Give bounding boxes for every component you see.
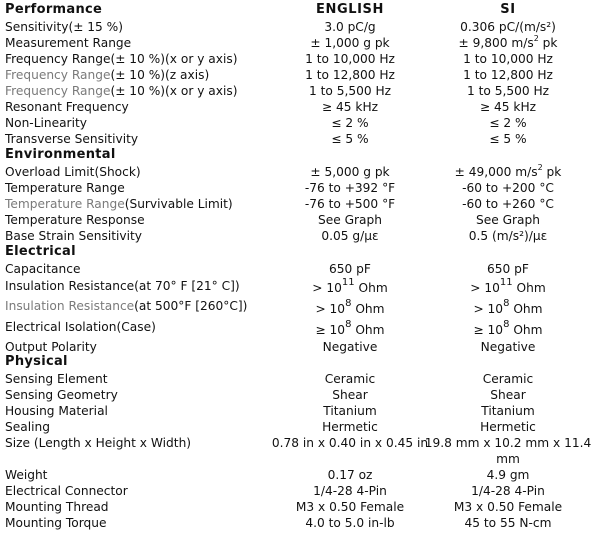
spec-value-si: 45 to 55 N-cm bbox=[464, 516, 552, 530]
spec-label: Overload Limit(Shock) bbox=[5, 165, 141, 179]
spec-label: Insulation Resistance(at 500°F [260°C]) bbox=[5, 299, 248, 313]
spec-row-weight bbox=[0, 467, 600, 483]
spec-value-si: 1/4-28 4-Pin bbox=[471, 484, 545, 498]
spec-row-frequency-range-xy bbox=[0, 51, 600, 67]
spec-value-si: 0.5 (m/s²)/με bbox=[468, 229, 548, 243]
spec-label: Sensing Geometry bbox=[5, 388, 118, 402]
spec-label: Capacitance bbox=[5, 262, 81, 276]
spec-value-english: Titanium bbox=[323, 404, 377, 418]
spec-value-english: -76 to +392 °F bbox=[304, 181, 396, 195]
spec-value-si: Ceramic bbox=[482, 372, 534, 386]
physical-header-row bbox=[0, 354, 600, 370]
spec-value-english: -76 to +500 °F bbox=[304, 197, 396, 211]
spec-row-insulation-resistance-70f bbox=[0, 278, 600, 298]
environmental-header-row bbox=[0, 147, 600, 163]
spec-value-english: ≤ 5 % bbox=[331, 132, 369, 146]
spec-value-english: Ceramic bbox=[324, 372, 376, 386]
spec-value-si: > $10^8$ Ohm bbox=[473, 297, 543, 316]
spec-row-housing-material bbox=[0, 403, 600, 419]
section-title-electrical: Electrical bbox=[5, 244, 76, 259]
spec-value-si: Shear bbox=[490, 388, 526, 402]
spec-row-electrical-connector bbox=[0, 483, 600, 499]
spec-value-si: Negative bbox=[480, 340, 536, 354]
spec-label: Sealing bbox=[5, 420, 50, 434]
spec-value-english: 1 to 10,000 Hz bbox=[305, 52, 395, 66]
spec-value-english: ≥ $10^8$ Ohm bbox=[315, 318, 385, 337]
spec-label: Base Strain Sensitivity bbox=[5, 229, 142, 243]
spec-label: Temperature Response bbox=[5, 213, 145, 227]
spec-value-si: 0.306 pC/(m/s²) bbox=[460, 20, 556, 34]
spec-value-english: 0.05 g/με bbox=[321, 229, 379, 243]
spec-value-si: 4.9 gm bbox=[486, 468, 530, 482]
spec-row-sealing bbox=[0, 419, 600, 435]
spec-row-electrical-isolation bbox=[0, 320, 600, 340]
spec-value-si: M3 x 0.50 Female bbox=[453, 500, 563, 514]
spec-label: Insulation Resistance(at 70° F [21° C]) bbox=[5, 279, 240, 293]
spec-row-resonant-frequency bbox=[0, 99, 600, 115]
spec-value-english: ± 1,000 g pk bbox=[310, 36, 390, 50]
spec-value-english: 0.78 in x 0.40 in x 0.45 in bbox=[271, 436, 429, 450]
spec-row-capacitance bbox=[0, 261, 600, 277]
spec-value-english: Hermetic bbox=[322, 420, 378, 434]
spec-row-temperature-range-survivable bbox=[0, 196, 600, 212]
spec-row-insulation-resistance-500f bbox=[0, 298, 600, 318]
spec-row-frequency-range-z bbox=[0, 67, 600, 83]
spec-row-size bbox=[0, 435, 600, 467]
spec-value-si: 1 to 5,500 Hz bbox=[466, 84, 550, 98]
spec-row-sensing-element bbox=[0, 371, 600, 387]
spec-value-english: 0.17 oz bbox=[327, 468, 373, 482]
spec-value-english: > $10^8$ Ohm bbox=[315, 297, 385, 316]
spec-row-non-linearity bbox=[0, 115, 600, 131]
spec-value-si: > $10^{11}$ Ohm bbox=[470, 276, 546, 295]
performance-header-row bbox=[0, 2, 600, 18]
section-title-performance: Performance bbox=[5, 2, 103, 17]
spec-value-si: -60 to +200 °C bbox=[462, 181, 554, 195]
spec-label: Size (Length x Height x Width) bbox=[5, 436, 192, 450]
spec-value-si: See Graph bbox=[476, 213, 540, 227]
spec-row-mounting-thread bbox=[0, 499, 600, 515]
spec-value-si: 19.8 mm x 10.2 mm x 11.4 mm bbox=[424, 436, 592, 466]
spec-label: Measurement Range bbox=[5, 36, 132, 50]
spec-value-si: ≥ $10^8$ Ohm bbox=[473, 318, 543, 337]
spec-label: Temperature Range(Survivable Limit) bbox=[5, 197, 233, 211]
spec-value-si: ≤ 5 % bbox=[489, 132, 527, 146]
spec-label: Resonant Frequency bbox=[5, 100, 129, 114]
spec-row-overload-limit bbox=[0, 164, 600, 180]
spec-value-english: Shear bbox=[332, 388, 368, 402]
column-header-si: SI bbox=[500, 2, 516, 17]
spec-value-english: 3.0 pC/g bbox=[324, 20, 376, 34]
spec-row-sensing-geometry bbox=[0, 387, 600, 403]
spec-value-english: ± 5,000 g pk bbox=[310, 165, 390, 179]
spec-label: Mounting Thread bbox=[5, 500, 109, 514]
spec-label: Frequency Range(± 10 %)(z axis) bbox=[5, 68, 210, 82]
spec-label: Transverse Sensitivity bbox=[5, 132, 139, 146]
spec-value-si: Titanium bbox=[481, 404, 535, 418]
spec-label: Frequency Range(± 10 %)(x or y axis) bbox=[5, 52, 238, 66]
spec-label: Weight bbox=[5, 468, 48, 482]
spec-label: Mounting Torque bbox=[5, 516, 107, 530]
spec-value-english: > $10^{11}$ Ohm bbox=[312, 276, 388, 295]
spec-label: Electrical Connector bbox=[5, 484, 128, 498]
spec-row-output-polarity bbox=[0, 339, 600, 355]
spec-label: Temperature Range bbox=[5, 181, 125, 195]
spec-label: Housing Material bbox=[5, 404, 108, 418]
spec-label: Frequency Range(± 10 %)(x or y axis) bbox=[5, 84, 238, 98]
spec-row-transverse-sensitivity bbox=[0, 131, 600, 147]
spec-row-frequency-range-xy-2 bbox=[0, 83, 600, 99]
spec-row-base-strain-sensitivity bbox=[0, 228, 600, 244]
spec-row-sensitivity bbox=[0, 19, 600, 35]
spec-value-english: See Graph bbox=[318, 213, 382, 227]
spec-value-english: Negative bbox=[322, 340, 378, 354]
spec-value-english: 1/4-28 4-Pin bbox=[313, 484, 387, 498]
spec-value-si: -60 to +260 °C bbox=[462, 197, 554, 211]
spec-value-english: 1 to 5,500 Hz bbox=[308, 84, 392, 98]
spec-row-mounting-torque bbox=[0, 515, 600, 531]
spec-row-temperature-response bbox=[0, 212, 600, 228]
spec-row-measurement-range bbox=[0, 35, 600, 51]
spec-label: Sensing Element bbox=[5, 372, 108, 386]
spec-value-si: ± 49,000 $m/s^2$ pk bbox=[454, 162, 562, 179]
electrical-header-row bbox=[0, 244, 600, 260]
spec-row-temperature-range bbox=[0, 180, 600, 196]
spec-value-si: ≥ 45 kHz bbox=[479, 100, 537, 114]
spec-value-english: ≤ 2 % bbox=[331, 116, 369, 130]
spec-value-si: 1 to 10,000 Hz bbox=[463, 52, 553, 66]
section-title-physical: Physical bbox=[5, 354, 68, 369]
spec-label: Output Polarity bbox=[5, 340, 97, 354]
spec-value-english: 4.0 to 5.0 in-lb bbox=[305, 516, 395, 530]
spec-value-si: 1 to 12,800 Hz bbox=[463, 68, 553, 82]
section-title-environmental: Environmental bbox=[5, 147, 116, 162]
spec-label: Non-Linearity bbox=[5, 116, 87, 130]
spec-label: Electrical Isolation(Case) bbox=[5, 320, 156, 334]
spec-value-si: Hermetic bbox=[480, 420, 536, 434]
spec-value-english: 650 pF bbox=[329, 262, 371, 276]
spec-value-si: ± 9,800 $m/s^2$ pk bbox=[458, 33, 558, 50]
spec-value-si: ≤ 2 % bbox=[489, 116, 527, 130]
column-header-english: ENGLISH bbox=[316, 2, 384, 17]
spec-value-english: M3 x 0.50 Female bbox=[295, 500, 405, 514]
spec-value-english: 1 to 12,800 Hz bbox=[305, 68, 395, 82]
spec-value-english: ≥ 45 kHz bbox=[321, 100, 379, 114]
spec-label: Sensitivity(± 15 %) bbox=[5, 20, 124, 34]
spec-value-si: 650 pF bbox=[487, 262, 529, 276]
